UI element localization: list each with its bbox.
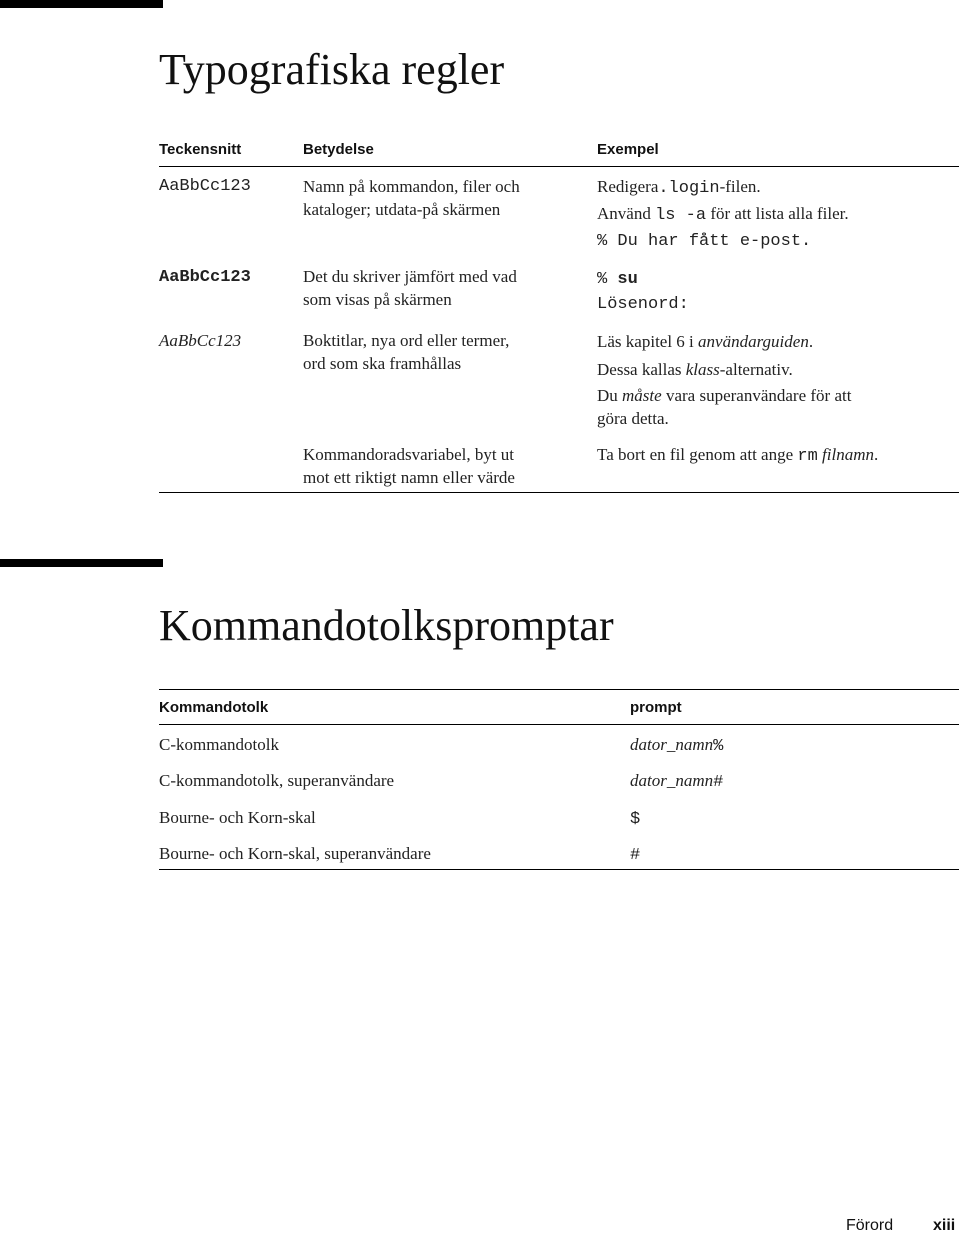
meaning-text: mot ett riktigt namn eller värde — [303, 468, 515, 487]
footer-section-label: Förord — [846, 1217, 894, 1234]
shell-name: Bourne- och Korn-skal, superanvändare — [159, 844, 431, 863]
meaning-text: Boktitlar, nya ord eller termer, — [303, 331, 510, 350]
header-shell: Kommandotolk — [159, 699, 269, 716]
font-sample-monospace-bold: AaBbCc123 — [159, 268, 251, 287]
table-header-rule — [159, 724, 959, 725]
shell-name: C-kommandotolk, superanvändare — [159, 771, 395, 790]
header-meaning: Betydelse — [303, 141, 374, 158]
table-bottom-rule — [159, 869, 959, 870]
example-text: göra detta. — [597, 409, 669, 428]
header-font: Teckensnitt — [159, 141, 242, 158]
shell-name: Bourne- och Korn-skal — [159, 808, 316, 827]
example-text: Dessa kallas klass-alternativ. — [597, 360, 793, 379]
meaning-text: Kommandoradsvariabel, byt ut — [303, 445, 515, 464]
table-header-rule — [159, 166, 959, 167]
example-text: Ta bort en fil genom att ange rm filnamn. — [597, 445, 879, 466]
example-text: Redigera.login-filen. — [597, 177, 761, 198]
shell-name: C-kommandotolk — [159, 735, 279, 754]
meaning-text: kataloger; utdata-på skärmen — [303, 200, 501, 219]
font-sample-monospace: AaBbCc123 — [159, 177, 251, 196]
shell-prompt: # — [630, 846, 641, 865]
shell-prompt: dator_namn# — [630, 771, 724, 792]
meaning-text: Det du skriver jämfört med vad — [303, 267, 517, 286]
example-text: % Du har fått e-post. — [597, 232, 812, 251]
example-text: Använd ls -a för att lista alla filer. — [597, 204, 849, 225]
example-text: % su — [597, 270, 638, 289]
section-rule-bar — [0, 0, 163, 8]
shell-prompt: dator_namn% — [630, 735, 724, 756]
example-text: Du måste vara superanvändare för att — [597, 386, 852, 405]
table-bottom-rule — [159, 492, 959, 493]
header-prompt: prompt — [630, 699, 682, 716]
section-rule-bar — [0, 559, 163, 567]
example-text: Läs kapitel 6 i användarguiden. — [597, 332, 814, 351]
section-title-shell-prompts: Kommandotolkspromptar — [159, 601, 614, 650]
shell-prompt: $ — [630, 810, 641, 829]
meaning-text: Namn på kommandon, filer och — [303, 177, 520, 196]
footer-page-number: xiii — [933, 1217, 956, 1234]
example-text: Lösenord: — [597, 295, 689, 314]
meaning-text: ord som ska framhållas — [303, 354, 462, 373]
font-sample-italic: AaBbCc123 — [159, 331, 242, 350]
meaning-text: som visas på skärmen — [303, 290, 452, 309]
table-top-rule — [159, 689, 959, 690]
section-title-typography: Typografiska regler — [159, 45, 505, 94]
header-example: Exempel — [597, 141, 659, 158]
